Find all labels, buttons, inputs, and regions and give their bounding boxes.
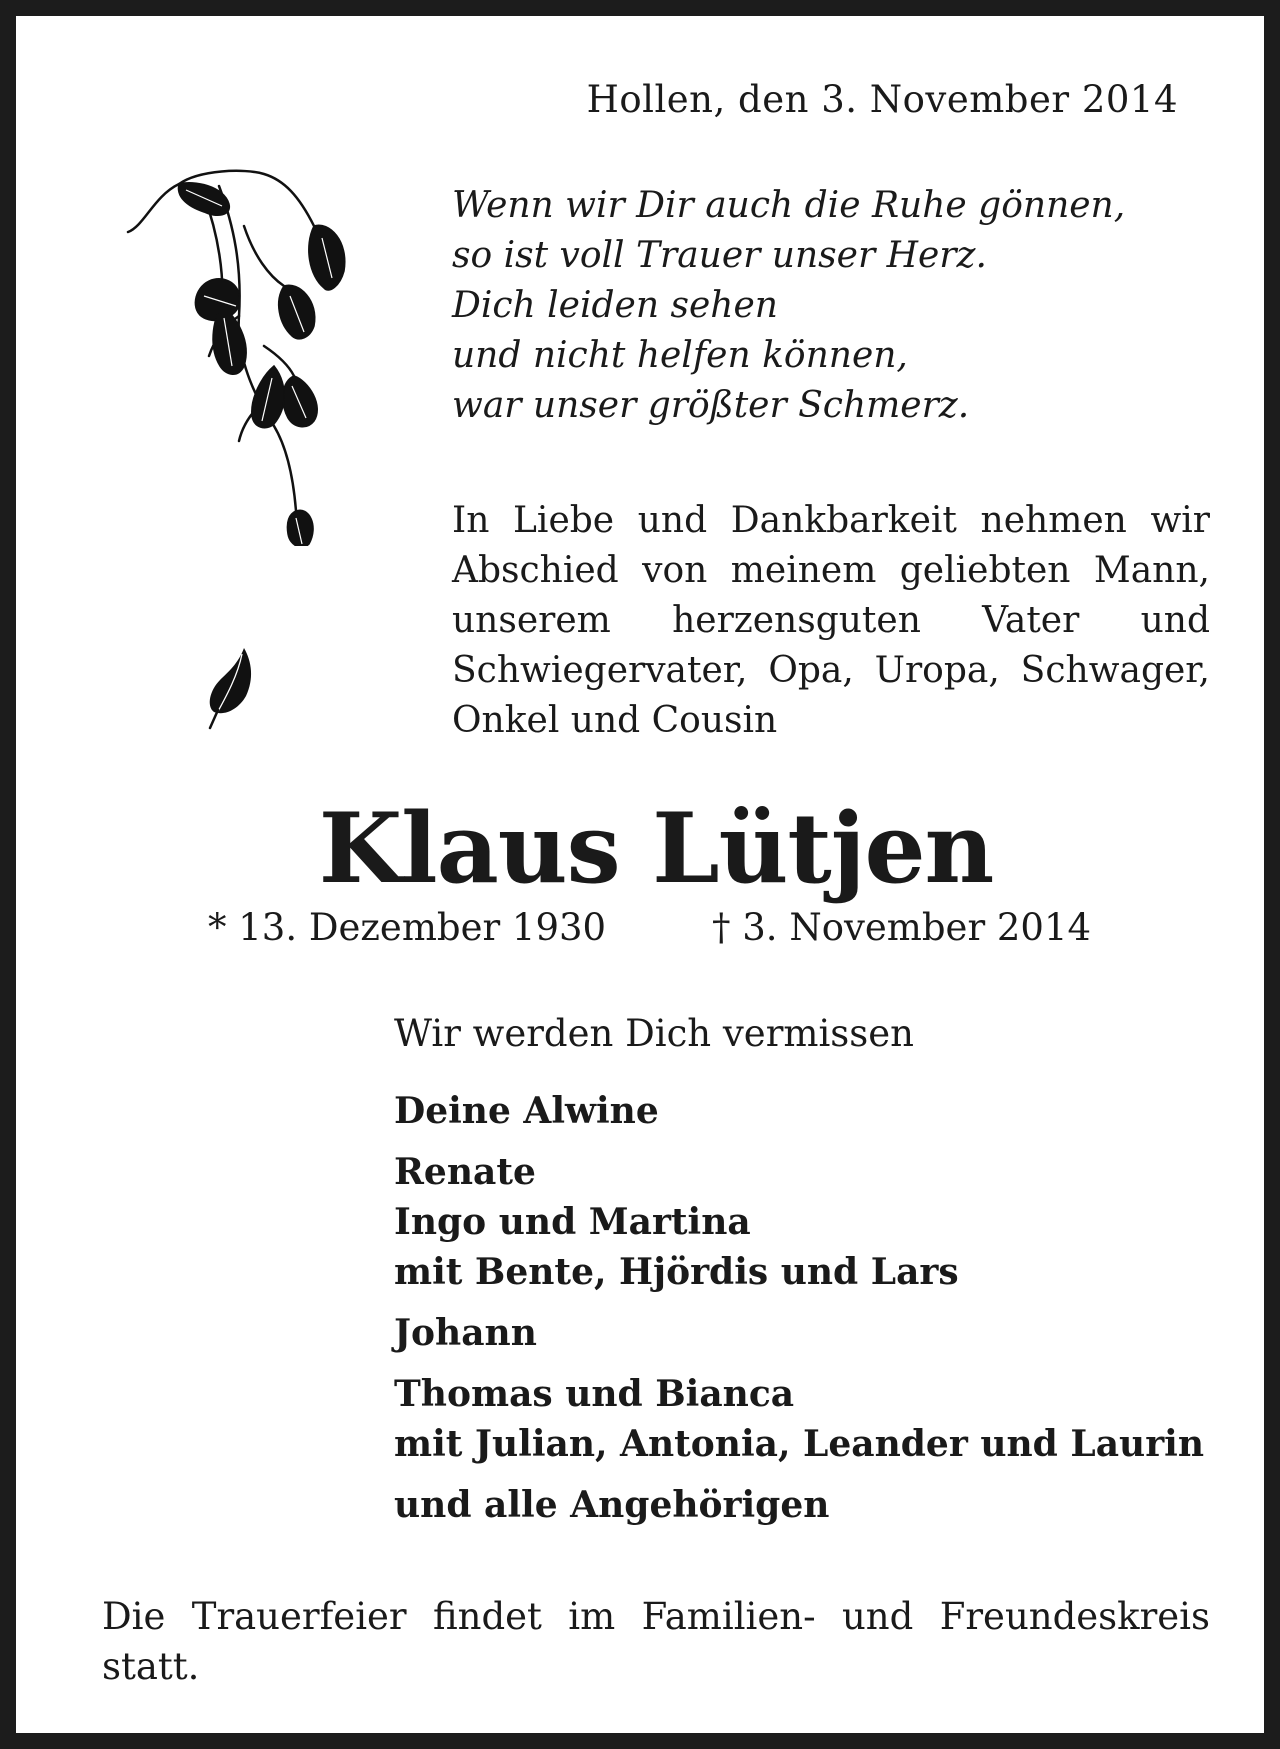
birth-date: * 13. Dezember 1930 xyxy=(208,906,607,949)
mourner-line: und alle Angehörigen xyxy=(394,1484,830,1526)
birch-branch-illustration xyxy=(124,166,374,546)
poem xyxy=(452,181,1212,431)
place-date: Hollen, den 3. November 2014 xyxy=(586,78,1178,121)
mourner-line: Johann xyxy=(394,1312,537,1354)
mourners-list xyxy=(394,1086,1204,1541)
mourner-group xyxy=(394,1147,1204,1297)
deceased-name: Klaus Lütjen xyxy=(318,792,994,905)
miss-you-text: Wir werden Dich vermissen xyxy=(394,1012,915,1055)
mourner-line: Thomas und Bianca xyxy=(394,1373,795,1415)
poem-line: Dich leiden sehen xyxy=(452,285,778,326)
death-date: † 3. November 2014 xyxy=(712,906,1092,949)
mourner-group xyxy=(394,1480,1204,1530)
mourner-group xyxy=(394,1369,1204,1469)
mourner-line: mit Julian, Antonia, Leander und Laurin xyxy=(394,1423,1205,1465)
mourner-line: Renate xyxy=(394,1151,536,1193)
poem-line: und nicht helfen können, xyxy=(452,335,908,376)
poem-line: war unser größter Schmerz. xyxy=(452,385,970,426)
poem-line: so ist voll Trauer unser Herz. xyxy=(452,235,987,276)
funeral-note: Die Trauerfeier findet im Familien- und Freundeskreis statt. xyxy=(102,1595,1210,1688)
farewell-text: In Liebe und Dankbarkeit nehmen wir Abschied von meinem geliebten Mann, unserem herzensguten Vater und Schwiegervater, Opa, Uropa, Schwager, Onkel und Cousin xyxy=(452,500,1210,741)
poem-line: Wenn wir Dir auch die Ruhe gönnen, xyxy=(452,185,1126,226)
mourner-line: mit Bente, Hjördis und Lars xyxy=(394,1251,959,1293)
falling-leaf-illustration xyxy=(204,644,264,734)
mourner-line: Ingo und Martina xyxy=(394,1201,751,1243)
mourner-group xyxy=(394,1308,1204,1358)
mourner-line: Deine Alwine xyxy=(394,1090,659,1132)
mourner-group xyxy=(394,1086,1204,1136)
